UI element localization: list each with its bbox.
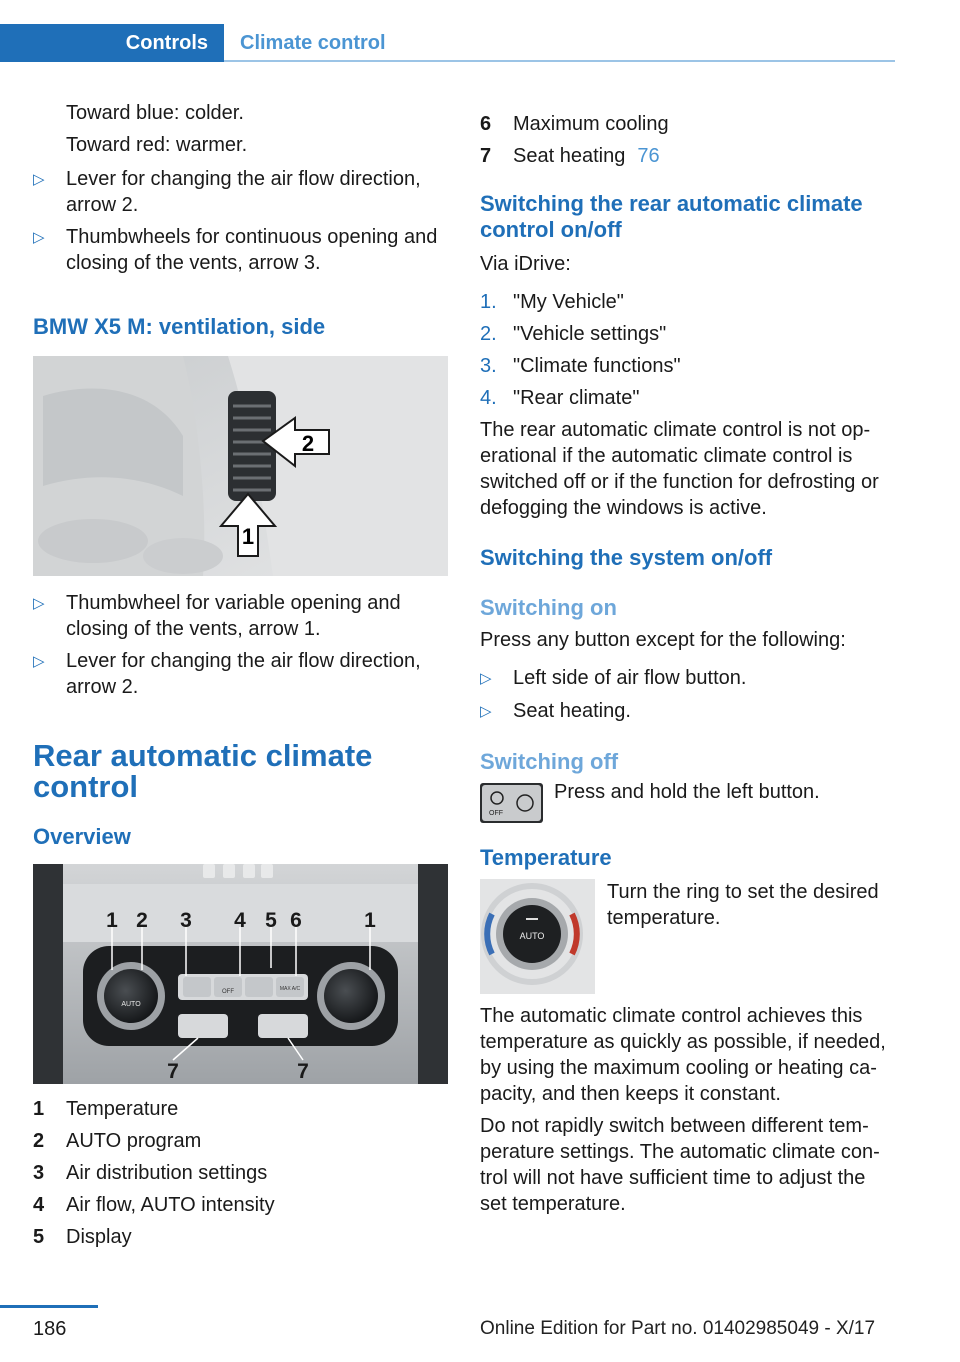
temperature-text: Turn the ring to set the desired temperature. <box>607 881 879 929</box>
page-header <box>0 24 895 62</box>
panel-callout: 7 <box>167 1060 179 1083</box>
legend-number: 7 <box>480 145 492 167</box>
callout-2: 2 <box>301 431 315 456</box>
panel-callout: 4 <box>234 909 246 932</box>
overview-legend-continued <box>480 111 890 169</box>
legend-text: Temperature <box>66 1098 179 1120</box>
step-item <box>480 385 890 411</box>
overview-legend <box>33 1096 448 1250</box>
step-item <box>480 289 890 315</box>
step-text: "Vehicle settings" <box>513 323 667 345</box>
auto-button-label: AUTO <box>121 1001 141 1008</box>
step-item <box>480 321 890 347</box>
idrive-steps <box>480 289 890 411</box>
legend-item <box>480 143 890 169</box>
header-rule <box>224 60 895 62</box>
temperature-knob-icon <box>480 879 595 994</box>
legend-item <box>33 1224 448 1250</box>
x5m-heading: BMW X5 M: ventilation, side <box>33 314 326 339</box>
bullet-item <box>33 166 448 218</box>
off-icon-label: OFF <box>489 810 503 817</box>
legend-text: Seat heating <box>513 145 626 167</box>
bullet-text: Seat heating. <box>513 700 631 722</box>
legend-text: Air distribution settings <box>66 1162 268 1184</box>
rear-panel-illustration <box>33 864 448 1084</box>
side-vent-image <box>33 356 448 576</box>
legend-number: 4 <box>33 1194 45 1216</box>
temperature-heading: Temperature <box>480 845 612 870</box>
step-number: 4. <box>480 387 497 409</box>
legend-item <box>33 1192 448 1218</box>
step-item <box>480 353 890 379</box>
legend-item <box>33 1096 448 1122</box>
bullet-item <box>480 698 890 725</box>
legend-item <box>33 1160 448 1186</box>
overview-heading: Overview <box>33 824 131 849</box>
temperature-paragraph: Do not rapidly switch between different temperature settings. The automatic climate control will not have sufficient time to adjust the set temperature. <box>480 1115 880 1215</box>
triangle-bullet-icon: ▷ <box>480 670 492 687</box>
bullet-item <box>33 590 448 642</box>
switching-off-heading: Switching off <box>480 749 619 774</box>
legend-item <box>33 1128 448 1154</box>
bullet-item <box>33 648 448 700</box>
temperature-row <box>480 879 890 1007</box>
right-column <box>480 111 890 1223</box>
legend-text: Maximum cooling <box>513 113 669 135</box>
intro-line: Toward red: warmer. <box>66 134 248 156</box>
fan-off-button-icon <box>480 783 543 823</box>
switching-off-row <box>480 779 890 831</box>
legend-text: Display <box>66 1226 132 1248</box>
panel-callout: 3 <box>180 909 192 932</box>
legend-number: 5 <box>33 1226 45 1248</box>
panel-callout: 6 <box>290 909 302 932</box>
max-button-label: MAX A/C <box>279 986 301 992</box>
via-idrive-text: Via iDrive: <box>480 253 571 275</box>
triangle-bullet-icon: ▷ <box>33 171 45 188</box>
panel-callout: 1 <box>364 909 376 932</box>
system-onoff-heading: Switching the system on/off <box>480 545 773 570</box>
legend-number: 2 <box>33 1130 45 1152</box>
left-column <box>33 100 448 1256</box>
step-text: "My Vehicle" <box>513 291 624 313</box>
triangle-bullet-icon: ▷ <box>33 595 45 612</box>
off-button-label: OFF <box>222 989 234 995</box>
panel-callout: 5 <box>265 909 277 932</box>
switching-off-text: Press and hold the left button. <box>554 781 820 803</box>
bullet-item <box>33 224 448 276</box>
rear-climate-heading: Rear automatic climate control <box>33 738 373 804</box>
switching-on-text: Press any button except for the following: <box>480 629 846 651</box>
triangle-bullet-icon: ▷ <box>480 703 492 720</box>
triangle-bullet-icon: ▷ <box>33 229 45 246</box>
bullet-text: Lever for changing the air flow direction, arrow 2. <box>66 650 421 698</box>
temperature-paragraph: The automatic climate control achieves this temperature as quickly as possible, if needed, by using the maximum cooling or heating capacity, and then keeps it constant. <box>480 1005 886 1105</box>
legend-number: 1 <box>33 1098 45 1120</box>
section-tab[interactable]: Controls <box>0 24 224 62</box>
legend-number: 3 <box>33 1162 45 1184</box>
footer-rule <box>0 1305 98 1308</box>
step-number: 2. <box>480 323 497 345</box>
bullet-text: Left side of air flow button. <box>513 667 747 689</box>
intro-line: Toward blue: colder. <box>66 102 244 124</box>
step-number: 3. <box>480 355 497 377</box>
switch-rear-heading: Switching the rear automatic climate control on/off <box>480 191 863 242</box>
callout-1: 1 <box>241 524 255 549</box>
bullet-text: Lever for changing the air flow direction, arrow 2. <box>66 168 421 216</box>
step-text: "Rear climate" <box>513 387 640 409</box>
rear-panel-image <box>33 864 448 1084</box>
legend-number: 6 <box>480 113 492 135</box>
edition-note: Online Edition for Part no. 01402985049 - X/17 <box>480 1318 876 1339</box>
panel-callout: 7 <box>297 1060 309 1083</box>
legend-text: AUTO program <box>66 1130 202 1152</box>
subsection-tab[interactable]: Climate control <box>240 31 386 54</box>
legend-text: Air flow, AUTO intensity <box>66 1194 275 1216</box>
bullet-text: Thumbwheels for continuous opening and closing of the vents, arrow 3. <box>66 226 438 274</box>
step-number: 1. <box>480 291 497 313</box>
panel-callout: 1 <box>106 909 118 932</box>
auto-icon-label: AUTO <box>519 931 545 941</box>
panel-callout: 2 <box>136 909 148 932</box>
switching-on-heading: Switching on <box>480 595 617 620</box>
bullet-text: Thumbwheel for variable opening and closing of the vents, arrow 1. <box>66 592 401 640</box>
seat-heating-page-link[interactable]: 76 <box>637 145 660 167</box>
bullet-item <box>480 665 890 692</box>
page-number: 186 <box>33 1318 67 1340</box>
rear-note: The rear automatic climate control is not operational if the automatic climate control is switched off or if the function for defrosting or defogging the windows is active. <box>480 419 879 519</box>
legend-item <box>480 111 890 137</box>
side-vent-illustration <box>33 356 448 576</box>
step-text: "Climate functions" <box>513 355 681 377</box>
triangle-bullet-icon: ▷ <box>33 653 45 670</box>
